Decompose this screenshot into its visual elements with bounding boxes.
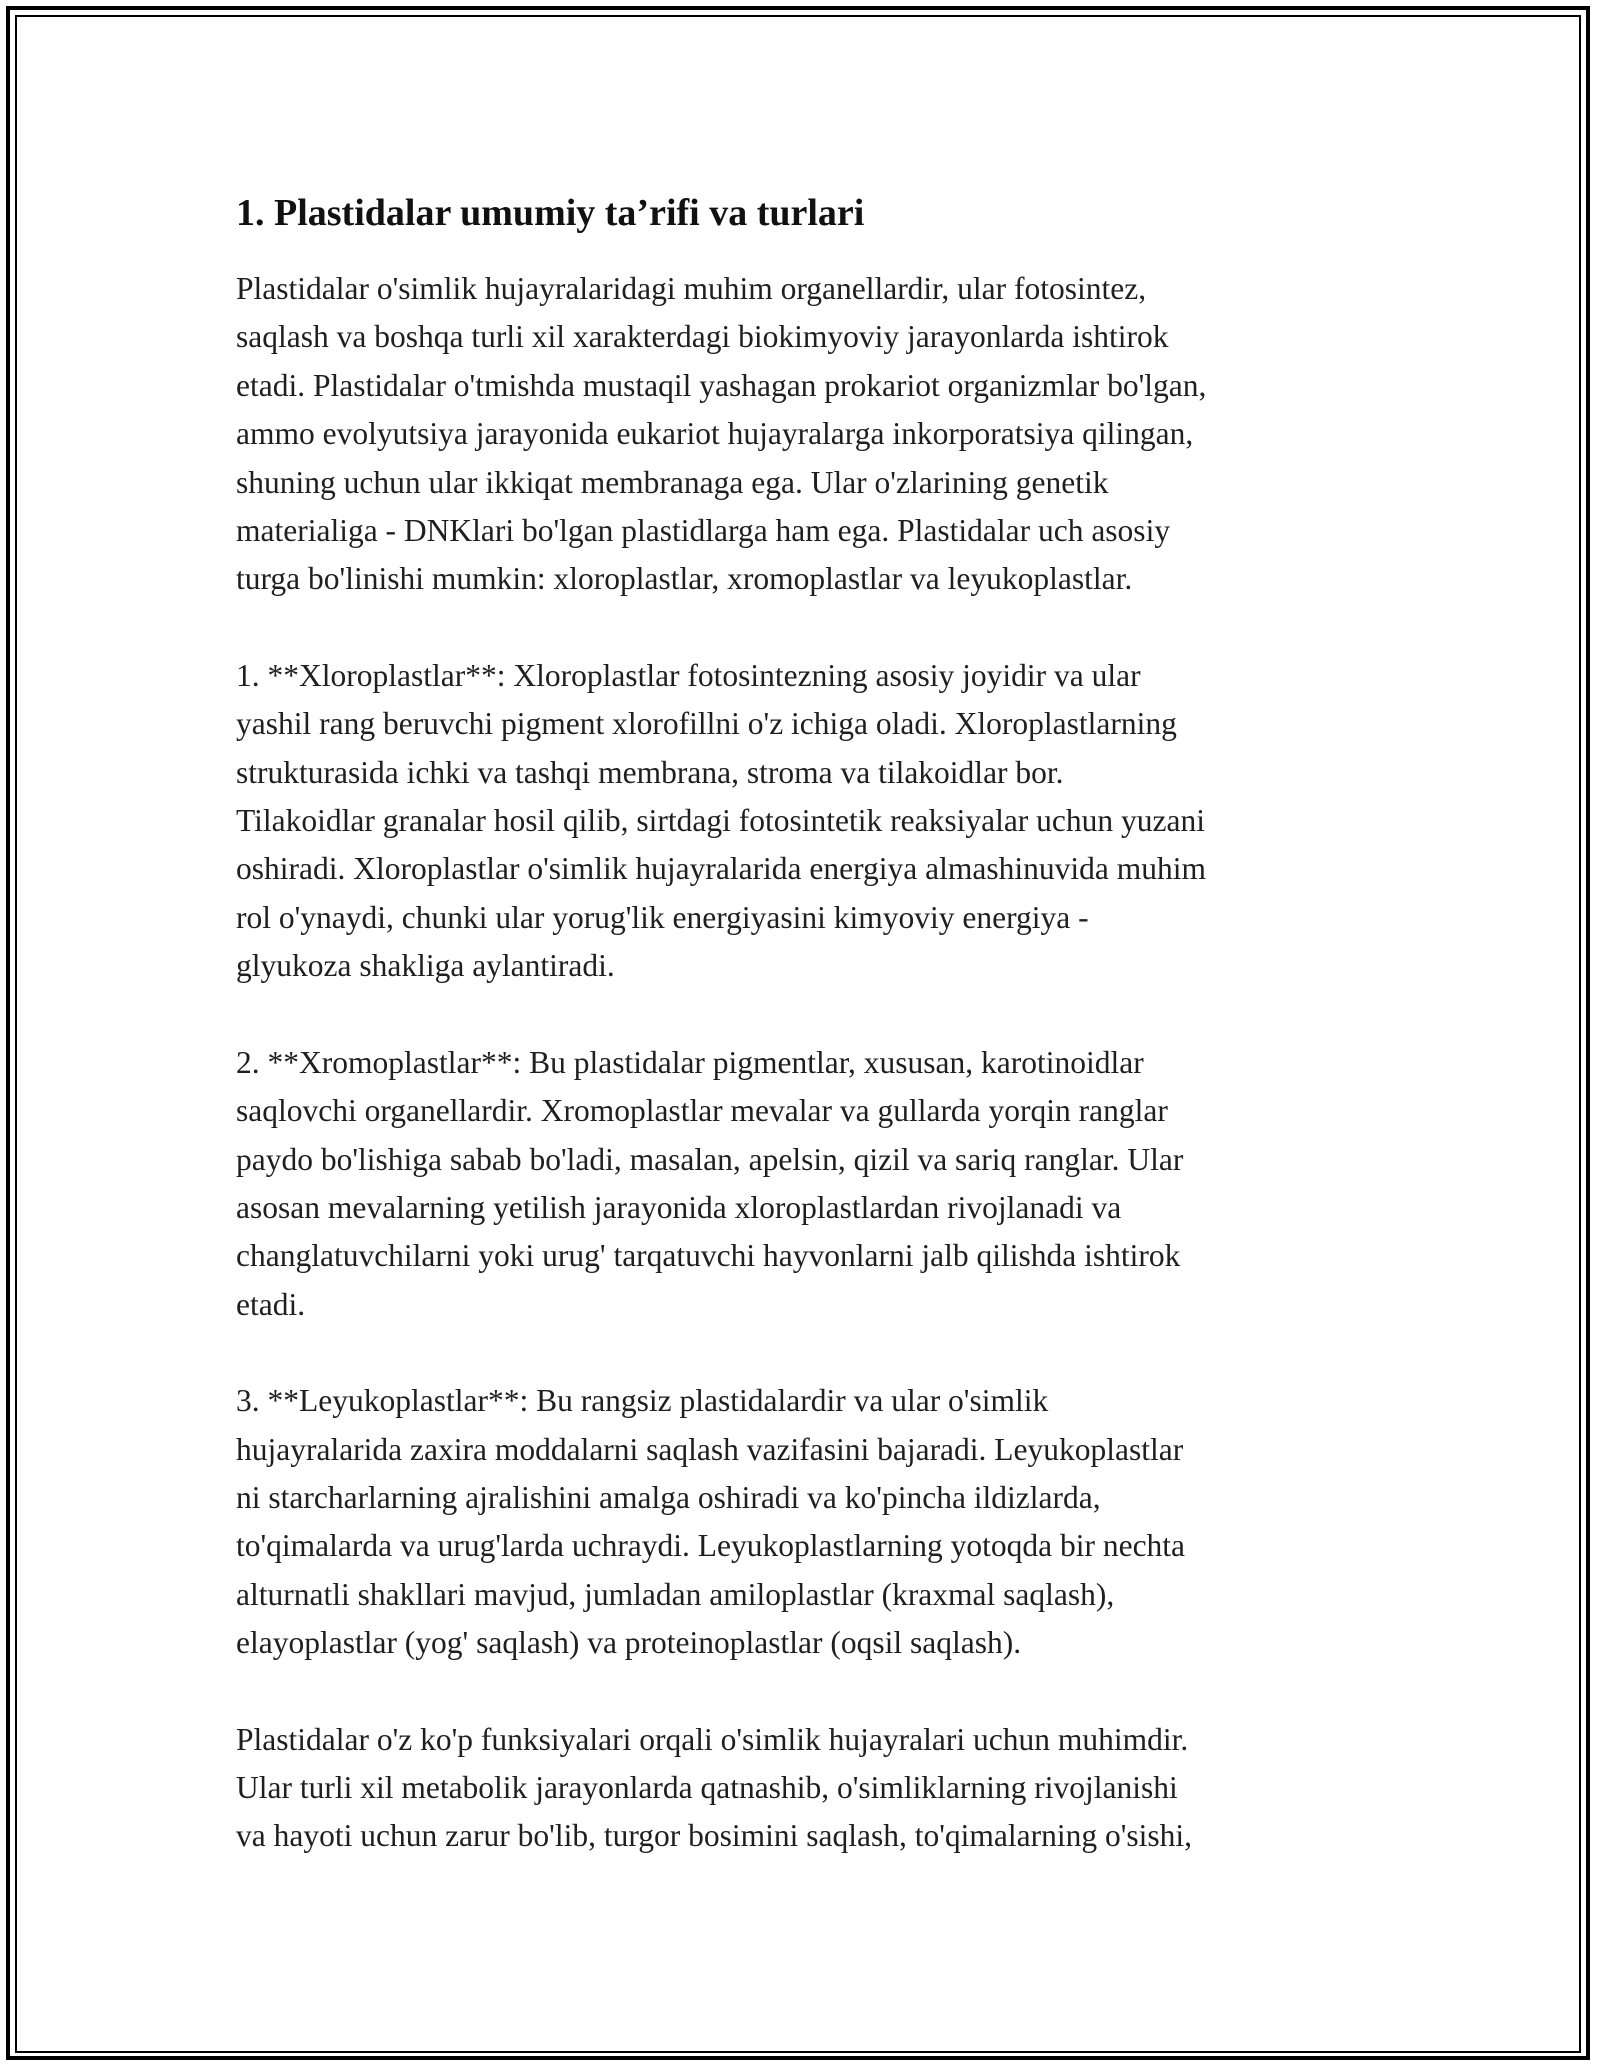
text-line: paydo bo'lishiga sabab bo'ladi, masalan, apelsin, qizil va sariq ranglar. Ular: [236, 1141, 1184, 1177]
text-line: turga bo'linishi mumkin: xloroplastlar, xromoplastlar va leyukoplastlar.: [236, 561, 1133, 597]
text-line: 1. **Xloroplastlar**: Xloroplastlar fotosintezning asosiy joyidir va ular: [236, 657, 1141, 693]
text-line: 3. **Leyukoplastlar**: Bu rangsiz plastidalardir va ular o'simlik: [236, 1383, 1049, 1419]
leyukoplastlar-paragraph: [236, 1377, 1376, 1667]
conclusion-paragraph: [236, 1716, 1376, 1861]
text-line: saqlash va boshqa turli xil xarakterdagi biokimyoviy jarayonlarda ishtirok: [236, 319, 1169, 355]
document-body: [236, 183, 1376, 1909]
text-line: to'qimalarda va urug'larda uchraydi. Leyukoplastlarning yotoqda bir nechta: [236, 1528, 1186, 1564]
text-line: yashil rang beruvchi pigment xlorofillni o'z ichiga oladi. Xloroplastlarning: [236, 706, 1177, 742]
text-line: alturnatli shakllari mavjud, jumladan amiloplastlar (kraxmal saqlash),: [236, 1576, 1115, 1612]
text-line: ni starcharlarning ajralishini amalga oshiradi va ko'pincha ildizlarda,: [236, 1479, 1101, 1515]
intro-paragraph: [236, 265, 1376, 604]
text-line: Plastidalar o'simlik hujayralaridagi muhim organellardir, ular fotosintez,: [236, 271, 1147, 306]
xromoplastlar-paragraph: [236, 1039, 1376, 1329]
text-line: changlatuvchilarni yoki urug' tarqatuvchi hayvonlarni jalb qilishda ishtirok: [236, 1238, 1181, 1274]
text-line: shuning uchun ular ikkiqat membranaga ega. Ular o'zlarining genetik: [236, 464, 1109, 500]
text-line: saqlovchi organellardir. Xromoplastlar mevalar va gullarda yorqin ranglar: [236, 1093, 1168, 1129]
section-heading: 1. Plastidalar umumiy ta’rifi va turlari: [236, 192, 865, 234]
text-line: asosan mevalarning yetilish jarayonida xloroplastlardan rivojlanadi va: [236, 1189, 1122, 1225]
text-line: rol o'ynaydi, chunki ular yorug'lik energiyasini kimyoviy energiya -: [236, 899, 1089, 935]
text-line: elayoplastlar (yog' saqlash) va proteinoplastlar (oqsil saqlash).: [236, 1625, 1022, 1661]
text-line: etadi.: [236, 1286, 306, 1322]
text-line: Plastidalar o'z ko'p funksiyalari orqali o'simlik hujayralari uchun muhimdir.: [236, 1721, 1189, 1757]
text-line: Ular turli xil metabolik jarayonlarda qatnashib, o'simliklarning rivojlanishi: [236, 1769, 1178, 1805]
text-line: glyukoza shakliga aylantiradi.: [236, 948, 615, 984]
text-line: Tilakoidlar granalar hosil qilib, sirtdagi fotosintetik reaksiyalar uchun yuzani: [236, 803, 1205, 839]
text-line: oshiradi. Xloroplastlar o'simlik hujayralarida energiya almashinuvida muhim: [236, 851, 1206, 887]
xloroplastlar-paragraph: [236, 652, 1376, 991]
text-line: strukturasida ichki va tashqi membrana, stroma va tilakoidlar bor.: [236, 754, 1064, 790]
text-line: etadi. Plastidalar o'tmishda mustaqil yashagan prokariot organizmlar bo'lgan,: [236, 367, 1207, 403]
text-line: 2. **Xromoplastlar**: Bu plastidalar pigmentlar, xususan, karotinoidlar: [236, 1044, 1144, 1080]
text-line: hujayralarida zaxira moddalarni saqlash vazifasini bajaradi. Leyukoplastlar: [236, 1431, 1184, 1467]
text-line: materialiga - DNKlari bo'lgan plastidlarga ham ega. Plastidalar uch asosiy: [236, 513, 1171, 549]
text-line: ammo evolyutsiya jarayonida eukariot hujayralarga inkorporatsiya qilingan,: [236, 416, 1194, 452]
text-line: va hayoti uchun zarur bo'lib, turgor bosimini saqlash, to'qimalarning o'sishi,: [236, 1818, 1193, 1854]
